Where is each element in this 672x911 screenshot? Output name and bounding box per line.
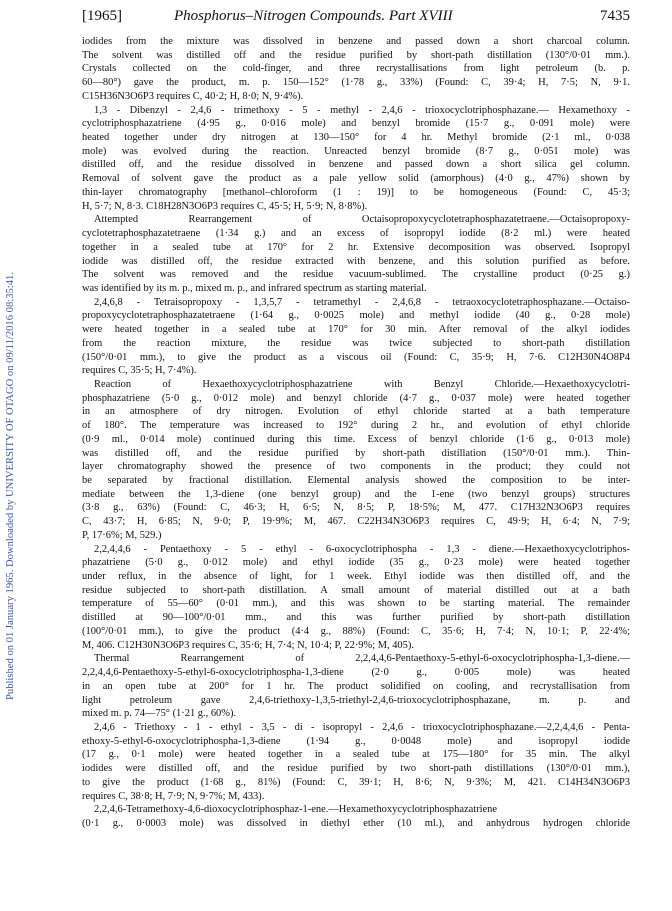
text-line: together in a sealed tube at 170° for 2 hr. Extensive decomposition was observed. Isopropyl [82,241,630,253]
text-line: were heated together in a sealed tube at 170° for 30 min. After removal of the alkyl iodides [82,324,630,336]
text-line: temperature of 55—60° (0·01 mm.), and this was shown to be starting material. The remainder [82,598,630,610]
text-line: iodides from the mixture was dissolved in benzene and passed down a short charcoal column. [82,36,630,47]
text-line: Attempted Rearrangement of Octaisopropoxycyclotetraphosphazatetraene.—Octaisopropoxy- [94,214,630,226]
text-line: (3·8 g., 63%) (Found: C, 46·3; H, 6·5; N, 8·5; P, 18·5%; M, 477. C17H32N3O6P3 requires [82,502,630,514]
text-line: P, 17·6%; M, 529.) [82,529,162,541]
header-year: [1965] [82,8,122,24]
text-line: thin-layer chromatography [methanol–chloroform (1 : 19)] to be homogeneous (Found: C, 45·3; [82,186,630,198]
text-line: in an open tube at 200° for 1 hr. The product solidified on cooling, and recrystallisation from [82,680,630,692]
text-line: C15H36N3O6P3 requires C, 40·2; H, 8·0; N, 9·4%). [82,90,304,102]
text-line: (100°/0·01 mm.), to give the product (4·4 g., 88%) (Found: C, 35·6; H, 7·4; N, 10·1; P, 22·4%; [82,625,630,637]
text-line: phosphazatriene (5·0 g., 0·012 mole) and benzyl chloride (4·7 g., 0·037 mole) were heated together [82,392,630,404]
text-line: iodides were distilled off, and the residue purified by two short-path distillations (130°/0·01 mm.), [82,763,630,775]
text-line: residue subjected to short-path distillation. A small amount of material distilled out at a bath [82,584,630,596]
text-line: C, 43·7; H, 6·85; N, 9·0; P, 19·9%; M, 467. C22H34N3O6P3 requires C, 49·9; H, 6·4; N, 7·9; [82,516,630,528]
text-line: (17 g., 0·1 mole) were heated together in a sealed tube at 175—180° for 35 min. The alkyl [82,749,630,761]
text-line: (150°/0·01 mm.), to give the product as a viscous oil (Found: C, 35·9; H, 7·6. C12H30N4O8P4 [82,351,630,363]
text-line: under reflux, in the absence of light, for 1 week. Ethyl iodide was then distilled off, and the [82,571,630,583]
text-line: Thermal Rearrangement of 2,2,4,4,6-Pentaethoxy-5-ethyl-6-oxocyclotriphospha-1,3-diene.— [94,653,630,665]
text-line: Removal of solvent gave the product as a pale yellow solid (amorphous) (4·0 g., 47%) shown by [82,173,630,185]
text-line: mediate between the 1,3-diene (one benzyl group) and the 1-ene (two benzyl groups) structures [82,488,630,500]
text-line: (0·1 g., 0·0003 mole) was dissolved in diethyl ether (10 ml.), and anhydrous hydrogen chloride [82,817,630,829]
text-line: was identified by its m. p., mixed m. p., and infrared spectrum as starting material. [82,282,427,294]
text-line: M, 406. C12H30N3O6P3 requires C, 35·6; H, 7·4; N, 10·4; P, 22·9%; M, 405). [82,639,414,651]
text-line: propoxycyclotetraphosphazatetraene (1·64 g., 0·0025 mole) and methyl iodide (40 g., 0·28 mole) [82,310,630,322]
text-line: requires C, 38·8; H, 7·9; N, 9·7%; M, 433). [82,790,265,802]
text-line: cyclotetraphosphazatetraene (1·34 g.) and an excess of isopropyl iodide (8·2 ml.) were heated [82,228,630,240]
text-line: of 180°. The temperature was increased to 192° during 2 hr., and evolution of ethyl chloride [82,420,630,432]
text-line: (0·9 ml., 0·014 mole) continued during this time. Excess of benzyl chloride (1·6 g., 0·013 mole) [82,433,630,445]
text-line: 60—80°) gave the product, m. p. 150—152° (1·78 g., 33%) (Found: C, 39·4; H, 7·5; N, 9·1. [82,77,630,89]
text-line: in an atmosphere of dry nitrogen. Evolution of ethyl chloride started at a bath temperature [82,406,630,418]
text-line: 2,4,6 - Triethoxy - 1 - ethyl - 3,5 - di - isopropyl - 2,4,6 - trioxocyclotriphosphazane.—2,2,4,4,6 - Penta- [94,721,630,733]
text-line: heated together under dry nitrogen at 130—150° for 4 hr. Methyl bromide (2·1 ml., 0·038 [82,132,630,144]
text-line: layer chromatography showed the presence of two components in the product; they could not [82,461,630,473]
text-line: was distilled off, and the residue purified by short-path distillation (150°/0·01 mm.). Thin- [82,447,630,459]
text-line: distilled off, and the residue dissolved in benzene and passed down a short silica gel column. [82,159,630,171]
text-line: ethoxy-5-ethyl-6-oxocyclotriphospha-1,3-diene (1·94 g., 0·0048 mole) and isopropyl iodide [82,735,630,747]
text-line: to give the product (1·68 g., 81%) (Found: C, 39·1; H, 8·6; N, 9·3%; M, 421. C14H34N3O6P3 [82,776,630,788]
text-line: 2,2,4,4,6-Pentaethoxy-5-ethyl-6-oxocyclotriphospha-1,3-diene (2·0 g., 0·005 mole) was heated [82,667,630,679]
text-line: be separated by fractional distillation. Elemental analysis showed the composition to be inter- [82,475,630,486]
text-line: requires C, 35·5; H, 7·4%). [82,365,197,377]
running-header [82,8,630,28]
text-line: Reaction of Hexaethoxycyclotriphosphazatriene with Benzyl Chloride.—Hexaethoxycyclotri- [94,378,630,390]
text-line: 2,2,4,6-Tetramethoxy-4,6-dioxocyclotriphosphaz-1-ene.—Hexamethoxycyclotriphosphazatriene [94,804,498,816]
header-title: Phosphorus–Nitrogen Compounds. Part XVIII [174,8,453,24]
text-line: mole) was evolved during the reaction. Unreacted benzyl bromide (8·7 g., 0·051 mole) was [82,145,630,157]
text-line: cyclotriphosphazatriene (4·95 g., 0·016 mole) and benzyl bromide (15·7 g., 0·091 mole) were [82,118,630,130]
article-body [82,35,630,831]
text-line: The solvent was distilled off and the residue purified by short-path distillation (130°/0·01 mm.). [82,49,630,61]
text-line: 2,2,4,4,6 - Pentaethoxy - 5 - ethyl - 6-oxocyclotriphospha - 1,3 - diene.—Hexaethoxycyclotriphos- [94,543,630,555]
text-line: 2,4,6,8 - Tetraisopropoxy - 1,3,5,7 - tetramethyl - 2,4,6,8 - tetraoxocyclotetraphosphazane.—Octaiso- [94,296,630,308]
text-line: mixed m. p. 74—75° (1·21 g., 60%). [82,708,237,720]
text-line: 1,3 - Dibenzyl - 2,4,6 - trimethoxy - 5 - methyl - 2,4,6 - trioxocyclotriphosphazane.— Hexamethoxy - [94,104,630,116]
page-number: 7435 [600,8,630,24]
download-notice-text[interactable]: Published on 01 January 1965. Downloaded by UNIVERSITY OF OTAGO on 09/11/2016 08:35:41. [5,272,16,700]
text-line: H, 5·7; N, 8·3. C18H28N3O6P3 requires C, 45·5; H, 5·9; N, 8·8%). [82,200,368,212]
text-line: Crystals collected on the cold-finger, and three recrystallisations from light petroleum (b. p. [82,63,630,75]
text-line: iodide was distilled off, the residue extracted with benzene, and this solution purified as before. [82,255,630,267]
download-notice [4,110,18,700]
text-line: light petroleum gave 2,4,6-triethoxy-1,3,5-triethyl-2,4,6-trioxocyclotriphosphazane, m. p. and [82,694,630,706]
text-line: The solvent was removed and the residue vacuum-sublimed. The crystalline product (0·25 g.) [82,269,630,281]
text-line: phazatriene (5·0 g., 0·012 mole) and ethyl iodide (35 g., 0·23 mole) were heated together [82,557,630,569]
text-line: from the reaction mixture, the residue was twice subjected to short-path distillation [82,337,630,349]
text-line: distilled at 90—100°/0·01 mm., and this was further purified by short-path distillation [82,612,630,624]
